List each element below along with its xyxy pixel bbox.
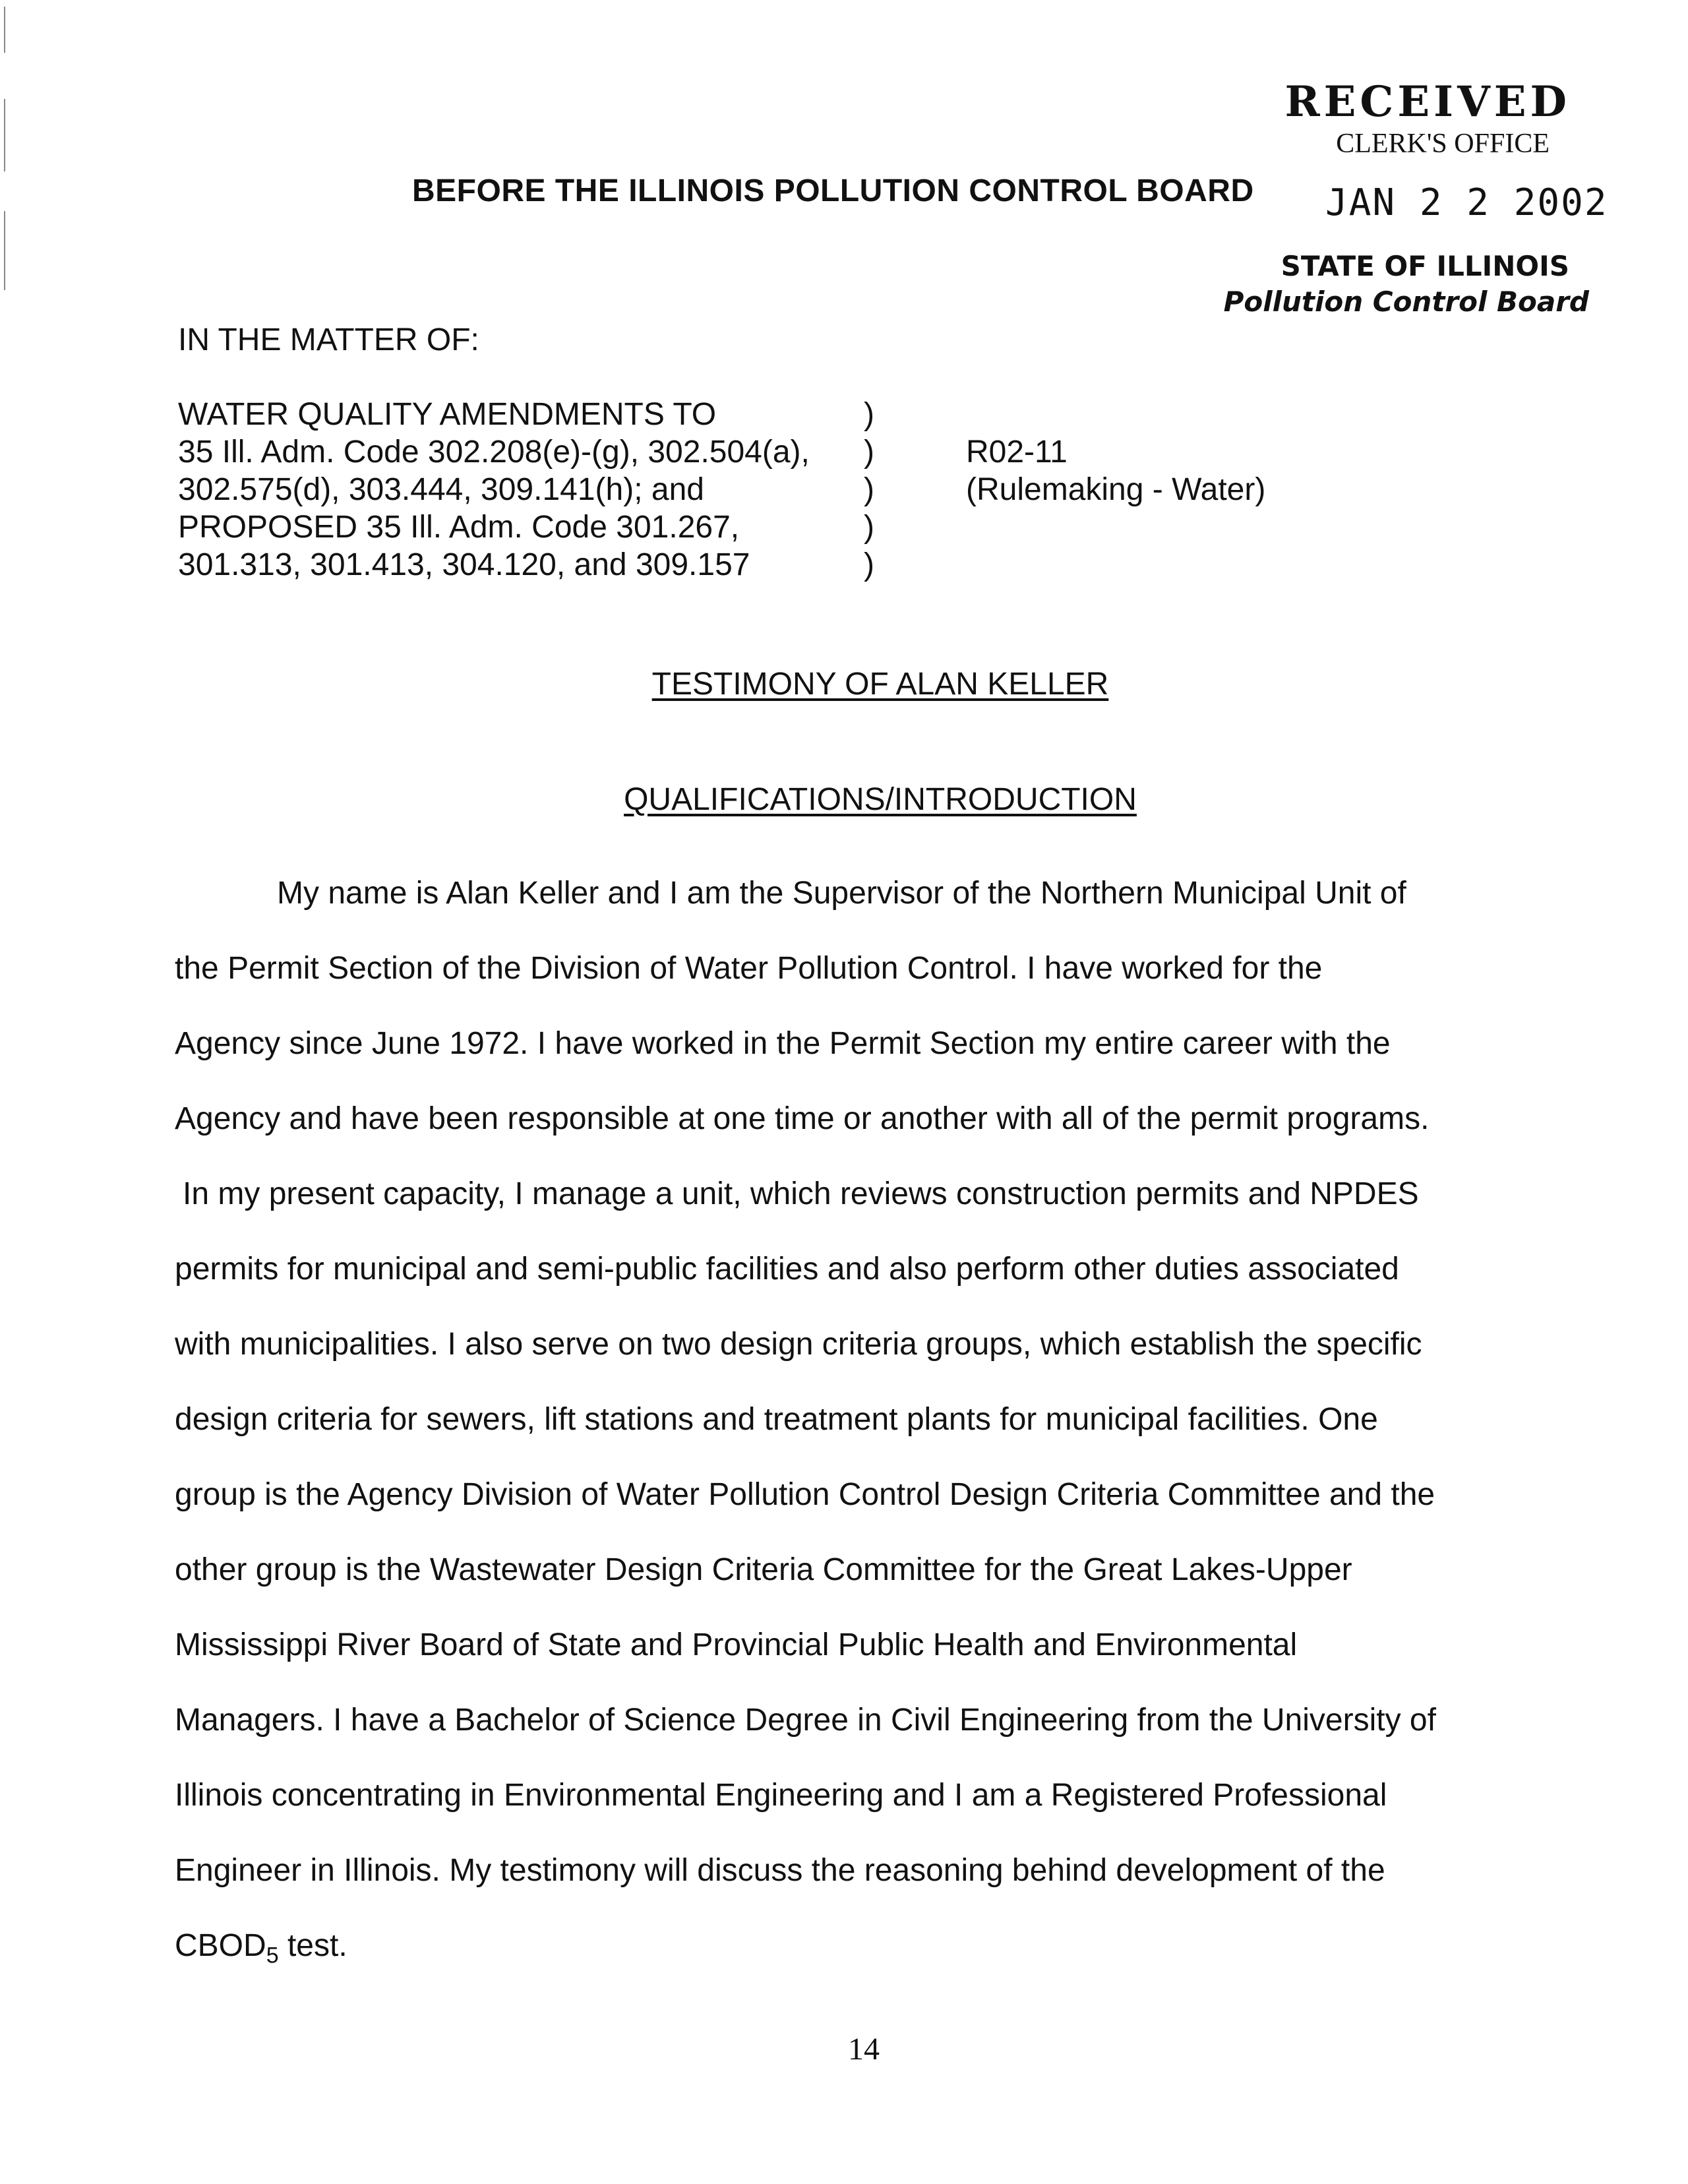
- body-line: the Permit Section of the Division of Water Pollution Control. I have worked for the: [175, 951, 1323, 986]
- body-line: Agency and have been responsible at one time or another with all of the permit programs.: [175, 1101, 1430, 1136]
- page-number: 14: [848, 2032, 880, 2067]
- testimony-body: [175, 856, 1520, 1993]
- caption-line: 301.313, 301.413, 304.120, and 309.157: [178, 547, 750, 582]
- scan-margin-mark: [4, 99, 5, 171]
- caption-line: WATER QUALITY AMENDMENTS TO: [178, 397, 717, 432]
- caption-paren: ): [864, 510, 874, 545]
- stamp-board: Pollution Control Board: [1223, 286, 1589, 318]
- body-line: design criteria for sewers, lift stations and treatment plants for municipal facilities. One: [175, 1402, 1378, 1437]
- scan-margin-mark: [4, 7, 5, 53]
- body-line: other group is the Wastewater Design Criteria Committee for the Great Lakes-Upper: [175, 1552, 1352, 1587]
- caption-line: 35 Ill. Adm. Code 302.208(e)-(g), 302.504(a),: [178, 435, 810, 470]
- received-stamp: [1213, 79, 1582, 162]
- body-line: Engineer in Illinois. My testimony will discuss the reasoning behind development of the: [175, 1853, 1385, 1888]
- caption-paren: ): [864, 435, 874, 470]
- scan-margin-mark: [4, 211, 5, 290]
- body-line: permits for municipal and semi-public facilities and also perform other duties associated: [175, 1252, 1399, 1287]
- body-line: Mississippi River Board of State and Provincial Public Health and Environmental: [175, 1627, 1298, 1662]
- body-line: group is the Agency Division of Water Pollution Control Design Criteria Committee and the: [175, 1477, 1435, 1512]
- body-line: with municipalities. I also serve on two design criteria groups, which establish the specific: [175, 1327, 1422, 1362]
- body-line: In my present capacity, I manage a unit, which reviews construction permits and NPDES: [183, 1176, 1419, 1211]
- caption-paren: ): [864, 397, 874, 432]
- board-title: BEFORE THE ILLINOIS POLLUTION CONTROL BOARD: [412, 173, 1254, 208]
- stamp-received-text: RECEIVED: [1284, 77, 1571, 127]
- caption-paren: ): [864, 547, 874, 582]
- body-line: Agency since June 1972. I have worked in the Permit Section my entire career with the: [175, 1026, 1391, 1061]
- body-line-last: [175, 1908, 1520, 1993]
- case-caption: [178, 396, 810, 584]
- cbod-suffix: test.: [278, 1928, 347, 1963]
- docket-number: R02-11: [966, 435, 1068, 470]
- section-heading: QUALIFICATIONS/INTRODUCTION: [624, 782, 1137, 817]
- testimony-heading: TESTIMONY OF ALAN KELLER: [651, 667, 1109, 702]
- stamp-date: JAN 2 2 2002: [1325, 181, 1608, 224]
- cbod-prefix: CBOD: [175, 1928, 266, 1963]
- docket-type: (Rulemaking - Water): [966, 472, 1266, 507]
- body-line: Managers. I have a Bachelor of Science Degree in Civil Engineering from the University of: [175, 1703, 1436, 1738]
- caption-line: 302.575(d), 303.444, 309.141(h); and: [178, 472, 704, 507]
- caption-parentheses: [864, 396, 874, 584]
- caption-line: PROPOSED 35 Ill. Adm. Code 301.267,: [178, 510, 740, 545]
- cbod-subscript: 5: [266, 1943, 279, 1968]
- body-line: My name is Alan Keller and I am the Supervisor of the Northern Municipal Unit of: [277, 876, 1406, 911]
- body-line: Illinois concentrating in Environmental Engineering and I am a Registered Professional: [175, 1778, 1387, 1813]
- stamp-state: STATE OF ILLINOIS: [1281, 250, 1569, 282]
- matter-label: IN THE MATTER OF:: [178, 322, 479, 357]
- stamp-clerk-office: CLERK'S OFFICE: [1336, 129, 1550, 159]
- caption-paren: ): [864, 472, 874, 507]
- docket-info: [966, 433, 1265, 508]
